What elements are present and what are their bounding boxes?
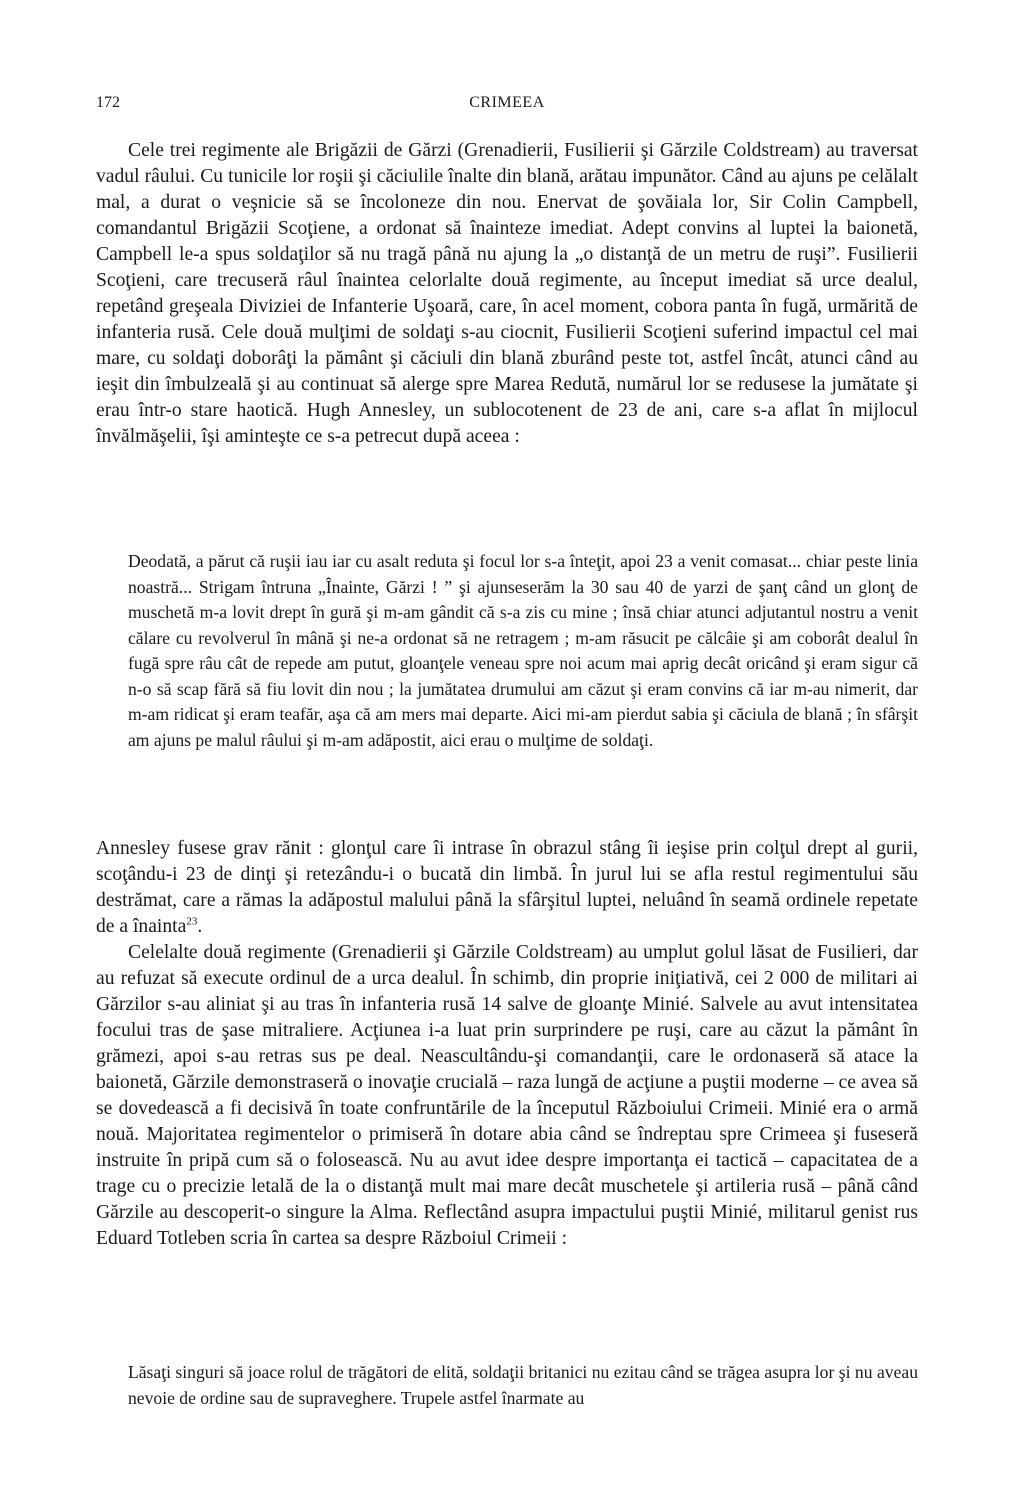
running-head — [96, 94, 918, 116]
paragraph-campbell-advance — [96, 138, 918, 450]
blockquote-text: Lăsaţi singuri să joace rolul de trăgători de elită, soldaţii britanici nu ezitau când se trăgea asupra lor şi nu aveau nevoie de ordine sau de supraveghere. Trupele astfel înarmate au — [128, 1362, 918, 1408]
running-title: CRIMEEA — [469, 94, 545, 111]
paragraphs-guards-fire — [96, 836, 918, 1252]
page-number: 172 — [96, 94, 120, 111]
blockquote-annesley — [128, 549, 918, 753]
paragraph-text: Cele trei regimente ale Brigăzii de Gărzi (Grenadierii, Fusilierii şi Gărzile Coldstream) au traversat vadul râului. Cu tunicile lor roşii şi căciulile înalte din blană, arătau impunător. Când au ajuns pe celălalt mal, a durat o veşnicie să se încoloneze din nou. Enervat de şovăiala lor, Sir Colin Campbell, comandantul Brigăzii Scoţiene, a ordonat să înainteze imediat. Adept convins al luptei la baionetă, Campbell le-a spus soldaţilor să nu tragă până nu ajung la „o distanţă de un metru de ruşi”. Fusilierii Scoţieni, care trecuseră râul înaintea celorlalte două regimente, au început imediat să urce dealul, repetând greşeala Diviziei de Infanterie Uşoară, care, în acel moment, cobora panta în fugă, urmărită de infanteria rusă. Cele două mulţimi de soldaţi s-au ciocnit, Fusilierii Scoţieni suferind impactul cel mai mare, cu soldaţi doborâţi la pământ şi căciuli din blană zburând peste tot, astfel încât, atunci când au ieşit din îmbulzeală şi au continuat să alerge spre Marea Redută, numărul lor se redusese la jumătate şi erau într-o stare haotică. Hugh Annesley, un sublocotenent de 23 de ani, care s-a aflat în mijlocul învălmăşelii, îşi aminteşte ce s-a petrecut după aceea : — [96, 140, 918, 447]
paragraph-minie-rifle: Celelalte două regimente (Grenadierii şi Gărzile Coldstream) au umplut golul lăsat de Fusilieri, dar au refuzat să execute ordinul de a urca dealul. În schimb, din proprie iniţiativă, cei 2 000 de militari ai Gărzilor s-au aliniat şi au tras în infanteria rusă 14 salve de gloanţe Minié. Salvele au avut intensitatea focului tras de şase mitraliere. Acţiunea i-a luat prin surprindere pe ruşi, care au căzut la pământ în grămezi, apoi s-au retras sus pe deal. Neascultându-şi comandanţii, care le ordonaseră să atace la baionetă, Gărzile demonstraseră o inovaţie crucială – raza lungă de acţiune a puştii moderne – ce avea să se dovedească a fi decisivă în toate confruntările de la începutul Războiului Crimeii. Minié era o armă nouă. Majoritatea regimentelor o primiseră în dotare abia când se îndreptau spre Crimeea şi fuseseră instruite în pripă cum să o folosească. Nu au avut idee despre importanţa ei tactică – capacitatea de a trage cu o precizie letală de la o distanţă mult mai mare decât muschetele şi artileria rusă – până când Gărzile au descoperit-o singure la Alma. Reflectând asupra impactului puştii Minié, militarul genist rus Eduard Totleben scria în cartea sa despre Războiul Crimeii : — [96, 942, 918, 1249]
blockquote-totleben — [128, 1360, 918, 1411]
paragraph-text: Annesley fusese grav rănit : glonţul care îi intrase în obrazul stâng îi ieşise prin colţul drept al gurii, scoţându-i 23 de dinţi şi retezându-i o bucată din limbă. În jurul lui se afla restul regimentului său destrămat, care a rămas la adăpostul malului până la sfârşitul luptei, neluând în seamă ordinele repetate de a înainta — [96, 838, 918, 937]
footnote-reference[interactable]: 23 — [186, 915, 198, 928]
blockquote-text: Deodată, a părut că ruşii iau iar cu asalt reduta şi focul lor s-a înteţit, apoi 23 a venit comasat... chiar peste linia noastră... Strigam întruna „Înainte, Gărzi ! ” şi ajunseserăm la 30 sau 40 de yarzi de şanţ când un glonţ de muschetă m-a lovit drept în gură şi m-am gândit că s-a zis cu mine ; însă chiar atunci adjutantul nostru a venit călare cu revolverul în mână şi ne-a ordonat să ne retragem ; m-am răsucit pe călcâie şi am coborât dealul în fugă spre râu cât de repede am putut, gloanţele veneau spre noi acum mai aprig decât oricând şi eram sigur că n-o să scap fără să fiu lovit din nou ; la jumătatea drumului am căzut şi eram convins că iar m-au nimerit, dar m-am ridicat şi eram teafăr, aşa că am mers mai departe. Aici mi-am pierdut sabia şi căciula de blană ; în sfârşit am ajuns pe malul râului şi m-am adăpostit, aici erau o mulţime de soldaţi. — [128, 551, 918, 750]
paragraph-annesley-wound: Annesley fusese grav rănit : glonţul care îi intrase în obrazul stâng îi ieşise prin colţul drept al gurii, scoţându-i 23 de dinţi şi retezându-i o bucată din limbă. În jurul lui se afla restul regimentului său destrămat, care a rămas la adăpostul malului până la sfârşitul luptei, neluând în seamă ordinele repetate de a înainta$^{23}$. — [96, 838, 918, 937]
